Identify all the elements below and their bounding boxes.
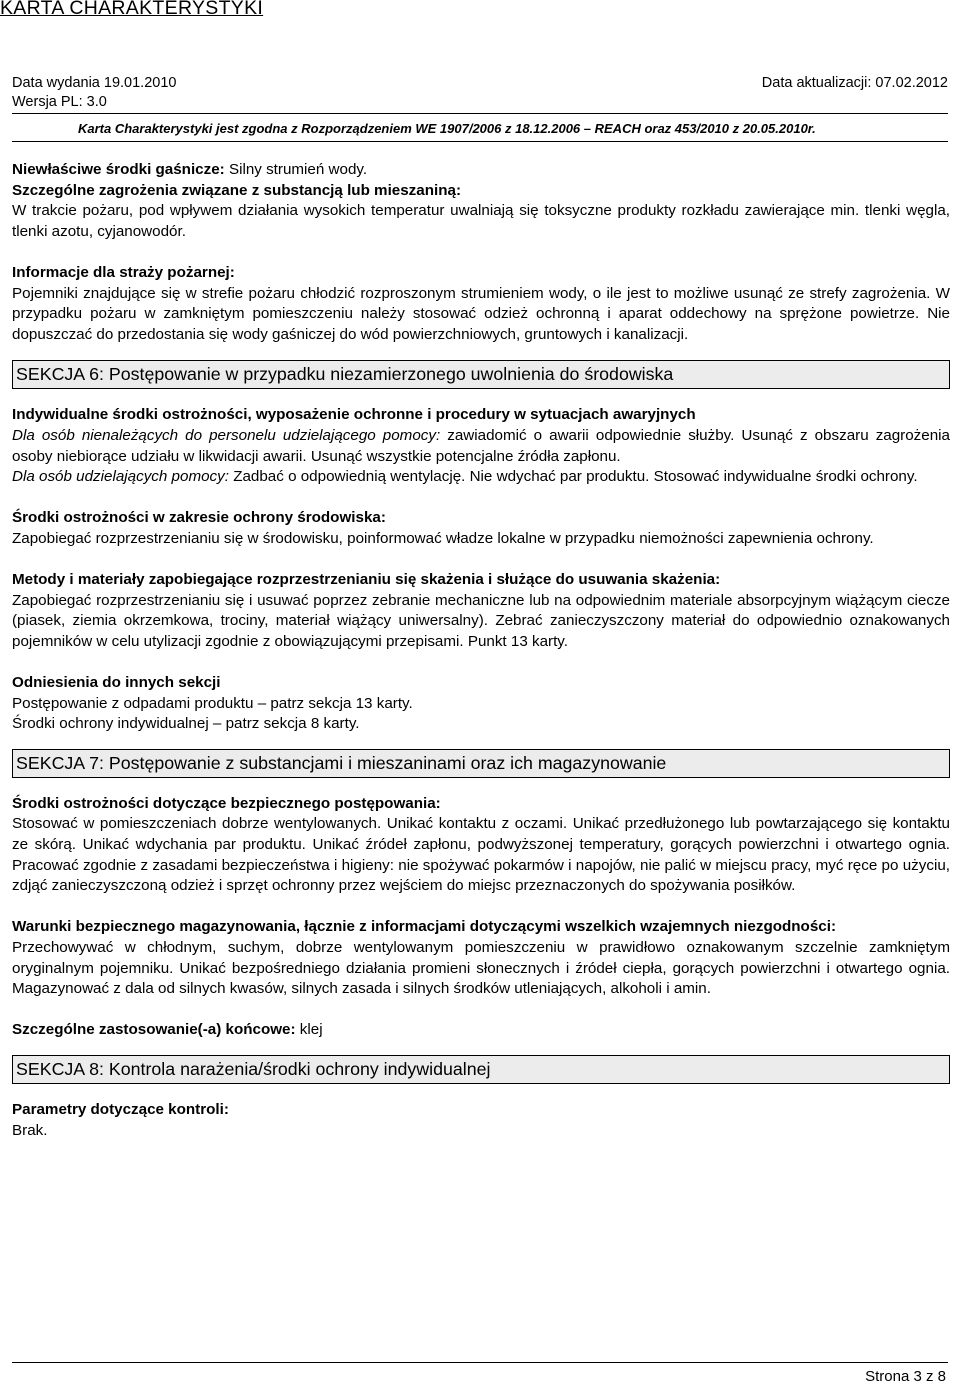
environment-label: Środki ostrożności w zakresie ochrony środowiska: <box>12 509 386 527</box>
storage-text: Przechowywać w chłodnym, suchym, dobrze wentylowanym pomieszczeniu w prawidłowo oznakowanym szczelnie zamkniętym oryginalnym pojemniku. Unikać bezpośredniego działania promieni słonecznych i źródeł ciepła, gorących powierzchni i otwartego ognia. Magazynować z dala od silnych kwasów, silnych zasada i silnych środków utleniających, alkoholi i amin. <box>12 939 950 998</box>
environment-text: Zapobiegać rozprzestrzenianiu się w środowisku, poinformować władze lokalne w przypadku niemożności zapewnienia ochrony. <box>12 529 874 547</box>
firefighters-text: Pojemniki znajdujące się w strefie pożaru chłodzić rozproszonym strumieniem wody, o ile jest to możliwe usunąć ze strefy zagrożenia. W przypadku pożaru w zamkniętym pomieszczeniu należy stosować odzież ochronną i aparat oddechowy na sprężone powietrze. Nie dopuszczać do przedostania się wody gaśniczej do wód powierzchniowych, gruntowych i kanalizacji. <box>12 284 950 343</box>
references-line-2: Środki ochrony indywidualnej – patrz sekcja 8 karty. <box>12 715 360 733</box>
header-divider <box>12 113 948 114</box>
safe-handling-label: Środki ostrożności dotyczące bezpiecznego postępowania: <box>12 794 441 812</box>
non-emergency-text: Dla osób nienależących do personelu udzielającego pomocy: zawiadomić o awarii odpowiednie służby. Usunąć z obszaru zagrożenia osoby niebiorące udziału w likwidacji awarii. Usunąć wszystkie potencjalne źródła zapłonu. <box>12 426 950 465</box>
section-7-heading: SEKCJA 7: Postępowanie z substancjami i mieszaninami oraz ich magazynowanie <box>12 749 950 778</box>
footer-divider <box>12 1362 948 1363</box>
page-number: Strona 3 z 8 <box>865 1368 946 1385</box>
control-params-value: Brak. <box>12 1121 48 1139</box>
responders-text: Dla osób udzielających pomocy: Zadbać o odpowiednią wentylację. Nie wdychać par produktu. Stosować indywidualne środki ochrony. <box>12 468 918 486</box>
compliance-note: Karta Charakterystyki jest zgodna z Rozporządzeniem WE 1907/2006 z 18.12.2006 – REACH oraz 453/2010 z 20.05.2010r. <box>78 121 816 136</box>
control-params-label: Parametry dotyczące kontroli: <box>12 1100 229 1118</box>
section-6-heading: SEKCJA 6: Postępowanie w przypadku niezamierzonego uwolnienia do środowiska <box>12 360 950 389</box>
page-title: KARTA CHARAKTERYSTYKI <box>0 0 264 19</box>
references-label: Odniesienia do innych sekcji <box>12 674 221 692</box>
version: Wersja PL: 3.0 <box>12 94 107 110</box>
unsuitable-media: Niewłaściwe środki gaśnicze: Silny strumień wody. <box>12 161 368 178</box>
issue-date: Data wydania 19.01.2010 <box>12 75 177 91</box>
storage-label: Warunki bezpiecznego magazynowania, łącznie z informacjami dotyczącymi wszelkich wzajemnych niezgodności: <box>12 918 837 936</box>
special-hazards-text: W trakcie pożaru, pod wpływem działania wysokich temperatur uwalniają się toksyczne produkty rozkładu zawierające min. tlenki węgla, tlenki azotu, cyjanowodór. <box>12 202 950 240</box>
safe-handling-text: Stosować w pomieszczeniach dobrze wentylowanych. Unikać kontaktu z oczami. Unikać przedłużonego lub powtarzającego się kontaktu ze skórą. Unikać wdychania par produktu. Unikać źródeł zapłonu, podwyższonej temperatury, gorących powierzchni i otwartego ognia. Pracować zgodnie z zasadami bezpieczeństwa i higieny: nie spożywać pokarmów i napojów, nie palić w miejscu pracy, myć ręce po użyciu, zdjąć zanieczyszczoną odzież i sprzęt ochronny przez wejściem do miejsc przeznaczonych do spożywania posiłków. <box>12 815 950 895</box>
references-line-1: Postępowanie z odpadami produktu – patrz sekcja 13 karty. <box>12 694 413 712</box>
methods-text: Zapobiegać rozprzestrzenianiu się i usuwać poprzez zebranie mechaniczne lub na odpowiednim materiale absorpcyjnym wiążącym ciecze (piasek, ziemia okrzemkowa, trociny, materiał wiążący uniwersalny). Zebrać zanieczyszczony materiał do odpowiednio oznakowanych pojemników w celu utylizacji zgodnie z obowiązującymi przepisami. Punkt 13 karty. <box>12 591 950 650</box>
document-body <box>12 160 950 1141</box>
personal-precautions-label: Indywidualne środki ostrożności, wyposażenie ochronne i procedury w sytuacjach awaryjnych <box>12 406 696 424</box>
special-hazards-label: Szczególne zagrożenia związane z substancją lub mieszaniną: <box>12 181 461 199</box>
section-8-heading: SEKCJA 8: Kontrola narażenia/środki ochrony indywidualnej <box>12 1055 950 1084</box>
end-use: Szczególne zastosowanie(-a) końcowe: klej <box>12 1021 323 1039</box>
methods-label: Metody i materiały zapobiegające rozprzestrzenianiu się skażenia i służące do usuwania skażenia: <box>12 571 721 589</box>
firefighters-label: Informacje dla straży pożarnej: <box>12 263 235 281</box>
update-date: Data aktualizacji: 07.02.2012 <box>761 75 948 91</box>
header-divider-bottom <box>12 141 948 142</box>
